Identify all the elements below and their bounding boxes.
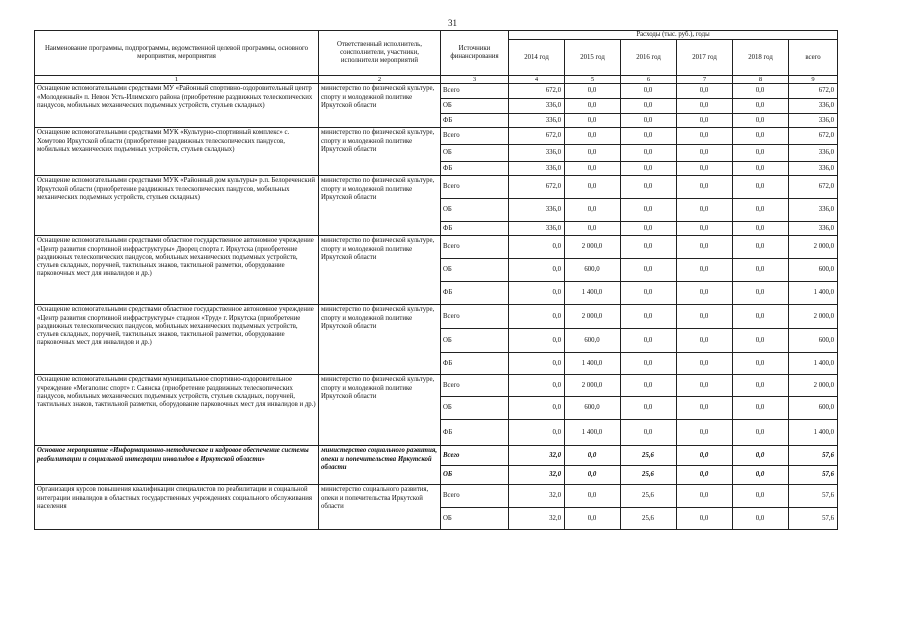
year-value: 0,0: [565, 99, 621, 114]
funding-source: Всего: [441, 176, 509, 199]
year-value: 336,0: [509, 162, 565, 176]
total-value: 57,6: [789, 508, 838, 530]
total-value: 600,0: [789, 259, 838, 282]
total-value: 336,0: [789, 99, 838, 114]
year-value: 0,0: [621, 329, 677, 353]
year-value: 0,0: [621, 114, 677, 128]
year-value: 0,0: [677, 99, 733, 114]
year-value: 0,0: [565, 199, 621, 222]
year-value: 2 000,0: [565, 305, 621, 329]
year-value: 0,0: [565, 162, 621, 176]
year-value: 0,0: [677, 114, 733, 128]
activity-name: Оснащение вспомогательными средствами МУК «Культурно-спортивный комплекс» с. Хомутово Иркутской области (приобретение раздвижных телескопических пандусов, мобильных механических подъемных устройств, стульев складных): [35, 128, 319, 176]
year-value: 0,0: [733, 353, 789, 375]
activity-name: Организация курсов повышения квалификации специалистов по реабилитации и социальной интеграции инвалидов в областных государственных учреждениях социального обслуживания населения: [35, 485, 319, 530]
funding-source: ОБ: [441, 397, 509, 420]
year-value: 600,0: [565, 397, 621, 420]
funding-source: ОБ: [441, 466, 509, 485]
header-year: 2014 год: [509, 40, 565, 76]
year-value: 0,0: [677, 145, 733, 162]
year-value: 0,0: [677, 446, 733, 466]
table-row: [35, 84, 838, 99]
executor: министерство социального развития, опеки и попечительства Иркутской области: [319, 485, 441, 530]
executor: министерство по физической культуре, спорту и молодежной политике Иркутской области: [319, 128, 441, 176]
year-value: 1 400,0: [565, 282, 621, 305]
year-value: 672,0: [509, 84, 565, 99]
table-row: [35, 128, 838, 145]
total-value: 57,6: [789, 446, 838, 466]
year-value: 0,0: [509, 236, 565, 259]
year-value: 0,0: [677, 162, 733, 176]
total-value: 2 000,0: [789, 305, 838, 329]
activity-name: Оснащение вспомогательными средствами областное государственное автономное учреждение «Центр развития спортивной инфраструктуры» стадион «Труд» г. Иркутска (приобретение раздвижных телескопических пандусов, мобильных механических подъемных устройств, стульев складных, поручней, тактильных знаков, тактильной разметки, оборудование парковочных мест для инвалидов и др.): [35, 305, 319, 375]
table-row: [35, 446, 838, 466]
year-value: 0,0: [677, 259, 733, 282]
total-value: 2 000,0: [789, 375, 838, 397]
year-value: 600,0: [565, 259, 621, 282]
year-value: 0,0: [565, 508, 621, 530]
year-value: 336,0: [509, 199, 565, 222]
total-value: 336,0: [789, 145, 838, 162]
total-value: 1 400,0: [789, 420, 838, 446]
year-value: 0,0: [565, 145, 621, 162]
header-executor: Ответственный исполнитель, соисполнители, участники, исполнители мероприятий: [319, 31, 441, 76]
year-value: 25,6: [621, 485, 677, 508]
column-number: 1: [35, 76, 319, 84]
year-value: 0,0: [677, 222, 733, 236]
year-value: 0,0: [621, 162, 677, 176]
year-value: 0,0: [621, 259, 677, 282]
total-value: 336,0: [789, 114, 838, 128]
year-value: 0,0: [677, 353, 733, 375]
year-value: 0,0: [621, 99, 677, 114]
year-value: 0,0: [677, 397, 733, 420]
funding-source: ОБ: [441, 259, 509, 282]
year-value: 0,0: [621, 222, 677, 236]
year-value: 0,0: [677, 176, 733, 199]
year-value: 0,0: [733, 128, 789, 145]
year-value: 0,0: [677, 236, 733, 259]
page-number: 31: [448, 18, 457, 28]
table-row: [35, 236, 838, 259]
year-value: 0,0: [621, 84, 677, 99]
total-value: 336,0: [789, 222, 838, 236]
column-number: 3: [441, 76, 509, 84]
year-value: 0,0: [509, 375, 565, 397]
total-value: 672,0: [789, 84, 838, 99]
year-value: 25,6: [621, 508, 677, 530]
year-value: 0,0: [509, 259, 565, 282]
year-value: 0,0: [621, 305, 677, 329]
year-value: 600,0: [565, 329, 621, 353]
year-value: 0,0: [733, 446, 789, 466]
year-value: 0,0: [565, 222, 621, 236]
year-value: 336,0: [509, 145, 565, 162]
year-value: 0,0: [677, 128, 733, 145]
activity-name: Оснащение вспомогательными средствами областное государственное автономное учреждение «Центр развития спортивной инфраструктуры» Дворец спорта г. Иркутска (приобретение раздвижных телескопических пандусов, мобильных механических подъемных устройств, стульев складных, поручней, тактильных знаков, тактильной разметки, оборудование парковочных мест для инвалидов и др.): [35, 236, 319, 305]
year-value: 25,6: [621, 446, 677, 466]
year-value: 0,0: [621, 282, 677, 305]
column-number: 5: [565, 76, 621, 84]
column-number: 9: [789, 76, 838, 84]
year-value: 0,0: [733, 397, 789, 420]
year-value: 0,0: [621, 236, 677, 259]
executor: министерство по физической культуре, спорту и молодежной политике Иркутской области: [319, 176, 441, 236]
year-value: 0,0: [733, 305, 789, 329]
year-value: 0,0: [733, 162, 789, 176]
year-value: 2 000,0: [565, 375, 621, 397]
year-value: 0,0: [621, 375, 677, 397]
year-value: 0,0: [733, 282, 789, 305]
funding-source: Всего: [441, 305, 509, 329]
executor: министерство по физической культуре, спорту и молодежной политике Иркутской области: [319, 236, 441, 305]
executor: министерство по физической культуре, спорту и молодежной политике Иркутской области: [319, 305, 441, 375]
year-value: 0,0: [509, 282, 565, 305]
activity-name: Основное мероприятие «Информационно-методическое и кадровое обеспечение системы реабилитации и социальной интеграции инвалидов в Иркутской области»: [35, 446, 319, 485]
funding-source: ФБ: [441, 222, 509, 236]
year-value: 0,0: [621, 397, 677, 420]
header-year: 2015 год: [565, 40, 621, 76]
total-value: 1 400,0: [789, 353, 838, 375]
year-value: 0,0: [565, 128, 621, 145]
total-value: 600,0: [789, 329, 838, 353]
column-number: 4: [509, 76, 565, 84]
funding-source: Всего: [441, 128, 509, 145]
activity-name: Оснащение вспомогательными средствами МУК «Районный дом культуры» р.п. Белореченский Иркутской области (приобретение раздвижных телескопических пандусов, мобильных механических подъемных устройств, стульев складных): [35, 176, 319, 236]
funding-source: ОБ: [441, 199, 509, 222]
header-year: 2016 год: [621, 40, 677, 76]
year-value: 0,0: [733, 99, 789, 114]
year-value: 25,6: [621, 466, 677, 485]
year-value: 2 000,0: [565, 236, 621, 259]
header-expenses: Расходы (тыс. руб.), годы: [509, 31, 838, 40]
funding-source: Всего: [441, 446, 509, 466]
year-value: 0,0: [733, 199, 789, 222]
year-value: 0,0: [621, 176, 677, 199]
year-value: 0,0: [677, 329, 733, 353]
year-value: 0,0: [509, 420, 565, 446]
year-value: 0,0: [733, 508, 789, 530]
year-value: 0,0: [677, 508, 733, 530]
year-value: 32,0: [509, 485, 565, 508]
funding-source: ФБ: [441, 420, 509, 446]
funding-source: Всего: [441, 236, 509, 259]
funding-source: ФБ: [441, 114, 509, 128]
year-value: 0,0: [733, 114, 789, 128]
year-value: 672,0: [509, 176, 565, 199]
year-value: 0,0: [677, 420, 733, 446]
executor: министерство по физической культуре, спорту и молодежной политике Иркутской области: [319, 84, 441, 128]
table-row: [35, 375, 838, 397]
year-value: 1 400,0: [565, 420, 621, 446]
year-value: 0,0: [565, 446, 621, 466]
year-value: 0,0: [677, 84, 733, 99]
total-value: 600,0: [789, 397, 838, 420]
funding-source: ОБ: [441, 329, 509, 353]
year-value: 0,0: [677, 199, 733, 222]
column-number: 6: [621, 76, 677, 84]
funding-source: ФБ: [441, 282, 509, 305]
year-value: 0,0: [509, 397, 565, 420]
column-numbers-row: [35, 76, 838, 84]
year-value: 0,0: [733, 375, 789, 397]
year-value: 32,0: [509, 508, 565, 530]
header-year: 2018 год: [733, 40, 789, 76]
funding-source: Всего: [441, 84, 509, 99]
column-number: 2: [319, 76, 441, 84]
total-value: 57,6: [789, 466, 838, 485]
table-body: [35, 84, 838, 530]
activity-name: Оснащение вспомогательными средствами муниципальное спортивно-оздоровительное учреждение «Мегаполис спорт» г. Саянска (приобретение раздвижных телескопических пандусов, мобильных механических подъемных устройств, стульев складных, поручней, тактильных знаков, тактильной разметки, оборудование парковочных мест для инвалидов и др.): [35, 375, 319, 446]
year-value: 0,0: [621, 353, 677, 375]
year-value: 0,0: [565, 466, 621, 485]
funding-source: ФБ: [441, 353, 509, 375]
year-value: 0,0: [677, 375, 733, 397]
year-value: 0,0: [733, 485, 789, 508]
table-row: [35, 176, 838, 199]
header-source: Источники финансирования: [441, 31, 509, 76]
year-value: 0,0: [621, 420, 677, 446]
total-value: 2 000,0: [789, 236, 838, 259]
year-value: 0,0: [677, 466, 733, 485]
header-year: 2017 год: [677, 40, 733, 76]
year-value: 0,0: [733, 145, 789, 162]
year-value: 0,0: [733, 236, 789, 259]
table-row: [35, 485, 838, 508]
funding-source: Всего: [441, 375, 509, 397]
table-row: [35, 305, 838, 329]
column-number: 8: [733, 76, 789, 84]
funding-source: ОБ: [441, 508, 509, 530]
activity-name: Оснащение вспомогательными средствами МУ «Районный спортивно-оздоровительный центр «Молодежный» п. Невон Усть-Илимского района (приобретение раздвижных телескопических пандусов, мобильных механических подъемных устройств, стульев складных): [35, 84, 319, 128]
funding-source: ОБ: [441, 145, 509, 162]
year-value: 0,0: [733, 329, 789, 353]
year-value: 336,0: [509, 114, 565, 128]
header-total: всего: [789, 40, 838, 76]
year-value: 0,0: [733, 259, 789, 282]
year-value: 0,0: [565, 176, 621, 199]
total-value: 336,0: [789, 162, 838, 176]
year-value: 336,0: [509, 222, 565, 236]
year-value: 0,0: [565, 84, 621, 99]
year-value: 0,0: [677, 282, 733, 305]
year-value: 0,0: [733, 222, 789, 236]
year-value: 0,0: [509, 305, 565, 329]
year-value: 0,0: [565, 114, 621, 128]
total-value: 57,6: [789, 485, 838, 508]
funding-source: ФБ: [441, 162, 509, 176]
year-value: 0,0: [621, 199, 677, 222]
total-value: 336,0: [789, 199, 838, 222]
year-value: 0,0: [733, 466, 789, 485]
executor: министерство социального развития, опеки и попечительства Иркутской области: [319, 446, 441, 485]
year-value: 0,0: [677, 305, 733, 329]
year-value: 0,0: [621, 145, 677, 162]
year-value: 336,0: [509, 99, 565, 114]
year-value: 32,0: [509, 446, 565, 466]
year-value: 0,0: [677, 485, 733, 508]
year-value: 0,0: [565, 485, 621, 508]
year-value: 0,0: [621, 128, 677, 145]
budget-table: [34, 30, 838, 530]
year-value: 0,0: [733, 176, 789, 199]
year-value: 0,0: [733, 420, 789, 446]
column-number: 7: [677, 76, 733, 84]
total-value: 672,0: [789, 128, 838, 145]
funding-source: ОБ: [441, 99, 509, 114]
year-value: 672,0: [509, 128, 565, 145]
year-value: 0,0: [733, 84, 789, 99]
total-value: 672,0: [789, 176, 838, 199]
year-value: 1 400,0: [565, 353, 621, 375]
year-value: 0,0: [509, 353, 565, 375]
total-value: 1 400,0: [789, 282, 838, 305]
year-value: 0,0: [509, 329, 565, 353]
header-name: Наименование программы, подпрограммы, ведомственной целевой программы, основного мероприятия, мероприятия: [35, 31, 319, 76]
funding-source: Всего: [441, 485, 509, 508]
executor: министерство по физической культуре, спорту и молодежной политике Иркутской области: [319, 375, 441, 446]
year-value: 32,0: [509, 466, 565, 485]
